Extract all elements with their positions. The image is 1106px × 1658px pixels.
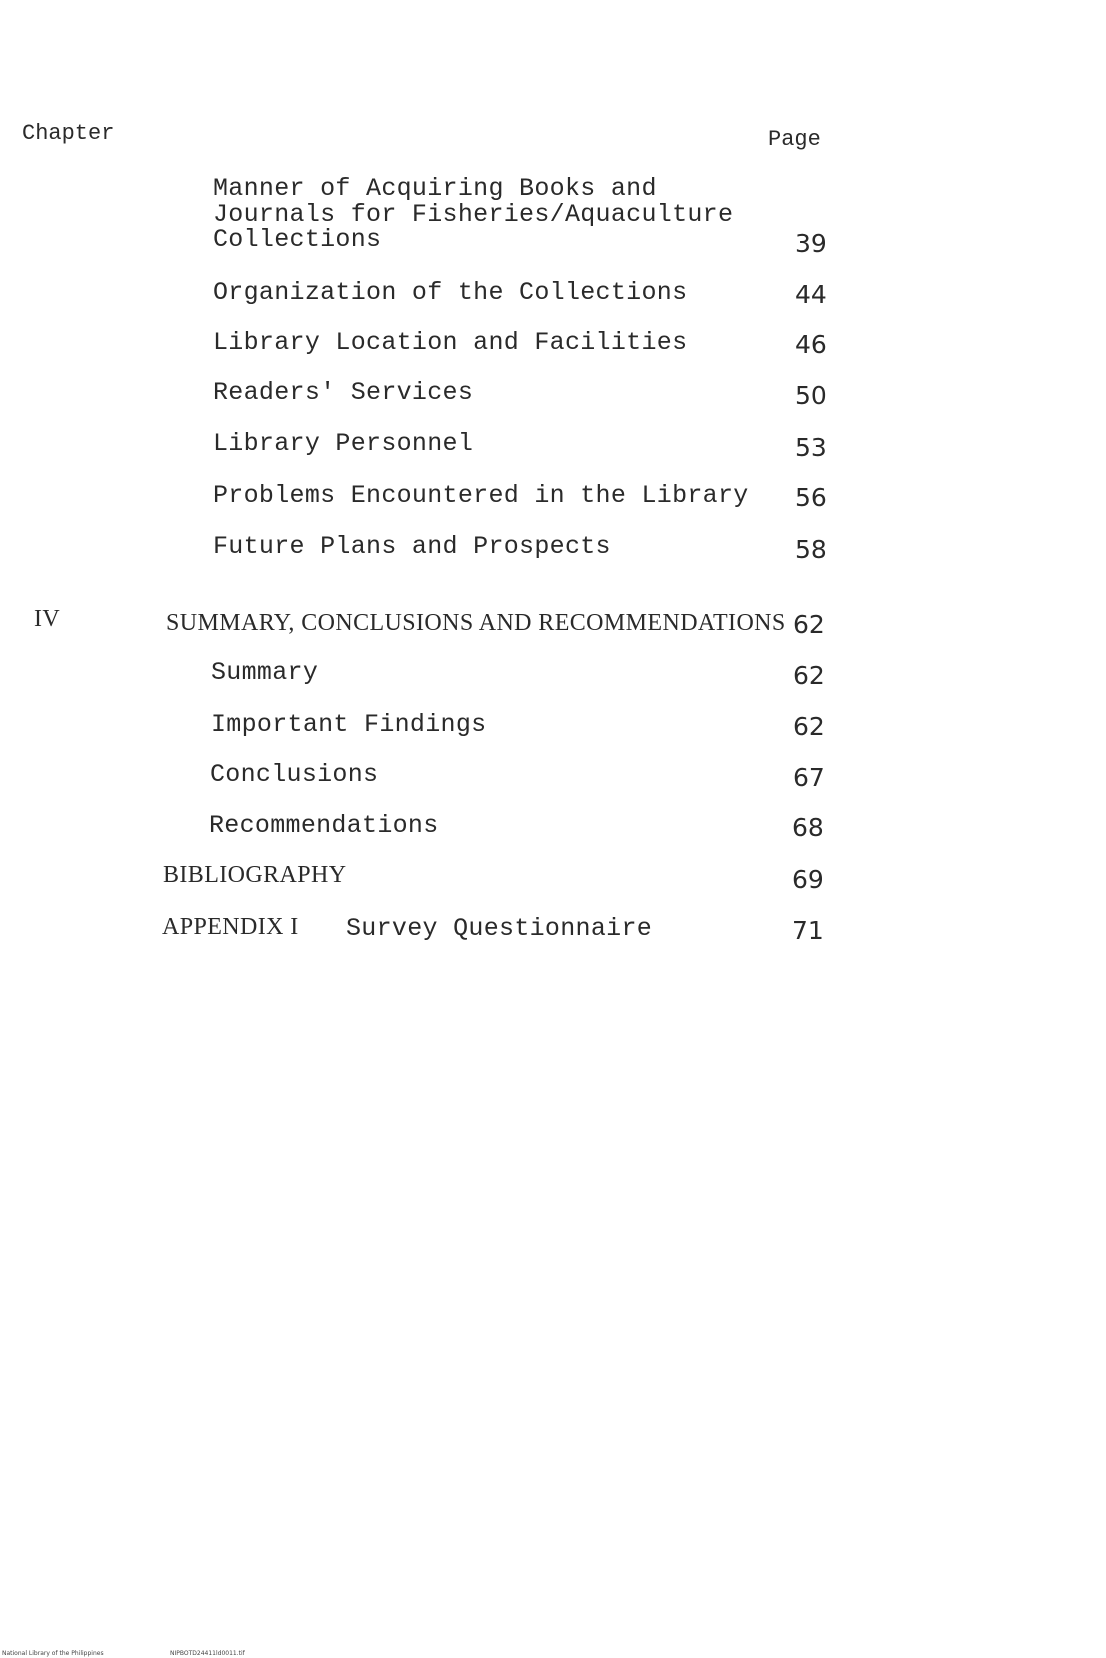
- chapter-column-header: Chapter: [22, 121, 115, 146]
- bibliography-entry: BIBLIOGRAPHY: [163, 862, 347, 888]
- toc-entry: Library Personnel: [213, 429, 474, 458]
- appendix-label: APPENDIX I: [162, 914, 299, 940]
- toc-entry: Readers' Services: [213, 378, 474, 407]
- toc-entry-line: Manner of Acquiring Books and: [213, 174, 657, 203]
- appendix-title: Survey Questionnaire: [346, 914, 653, 943]
- toc-subentry: Recommendations: [209, 811, 439, 840]
- toc-entry-line: Journals for Fisheries/Aquaculture: [213, 200, 734, 229]
- toc-page-number: 39: [795, 229, 827, 258]
- toc-entry: Future Plans and Prospects: [213, 532, 611, 561]
- toc-page-number: 68: [792, 813, 824, 842]
- toc-page-number: 53: [795, 433, 827, 462]
- toc-page-number: 50: [795, 381, 827, 410]
- toc-page-number: 62: [793, 661, 825, 690]
- toc-subentry: Important Findings: [211, 710, 487, 739]
- toc-page-number: 67: [793, 763, 825, 792]
- scan-file-label: NIPBOTD24411ld0011.tif: [170, 1650, 245, 1657]
- page-column-header: Page: [768, 127, 821, 152]
- toc-page-number: 58: [795, 535, 827, 564]
- toc-page-number: 44: [795, 280, 827, 309]
- toc-entry-line: Collections: [213, 225, 382, 254]
- toc-entry: Problems Encountered in the Library: [213, 481, 749, 510]
- toc-page-number: 62: [793, 610, 825, 639]
- toc-page-number: 46: [795, 330, 827, 359]
- chapter-number: IV: [34, 606, 61, 632]
- toc-page-number: 56: [795, 483, 827, 512]
- toc-subentry: Conclusions: [210, 760, 379, 789]
- chapter-title: SUMMARY, CONCLUSIONS AND RECOMMENDATIONS: [166, 610, 786, 636]
- toc-page-number: 69: [792, 865, 824, 894]
- toc-page-number: 62: [793, 712, 825, 741]
- toc-entry: Library Location and Facilities: [213, 328, 688, 357]
- toc-subentry: Summary: [211, 658, 319, 687]
- toc-page-number: 71: [792, 916, 824, 945]
- scan-source-label: National Library of the Philippines: [2, 1650, 104, 1657]
- toc-entry: Organization of the Collections: [213, 278, 688, 307]
